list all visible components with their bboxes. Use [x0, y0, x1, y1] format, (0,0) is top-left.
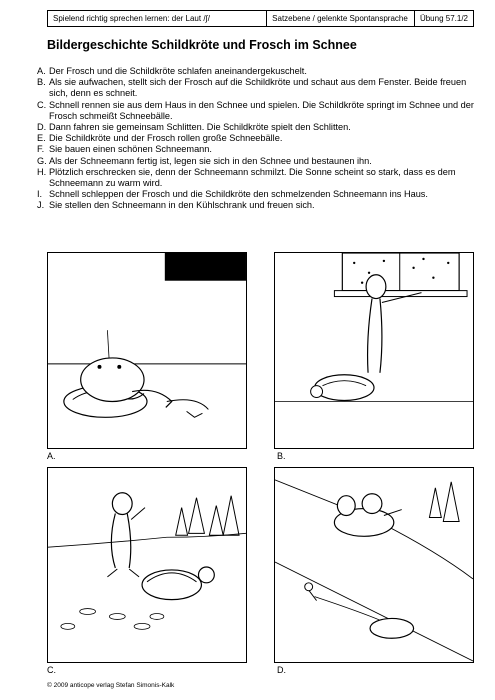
- list-item: [37, 144, 477, 155]
- sledding-frog-on-turtle-illustration: [275, 468, 473, 662]
- header-series-title: Spielend richtig sprechen lernen: der Laut /∫/: [48, 11, 267, 26]
- item-text: Dann fahren sie gemeinsam Schlitten. Die Schildkröte spielt den Schlitten.: [49, 122, 351, 133]
- item-letter: D.: [37, 122, 47, 133]
- item-letter: F.: [37, 144, 45, 155]
- item-text: Die Schildkröte und der Frosch rollen große Schneebälle.: [49, 133, 283, 144]
- list-item: [37, 66, 477, 77]
- story-sentence-list: [37, 66, 477, 212]
- item-letter: E.: [37, 133, 46, 144]
- list-item: [37, 200, 477, 211]
- illustration-panel-a: [47, 252, 247, 449]
- page-title: Bildergeschichte Schildkröte und Frosch im Schnee: [47, 38, 357, 52]
- item-text: Sie bauen einen schönen Schneemann.: [49, 144, 212, 155]
- illustration-panel-c: [47, 467, 247, 663]
- list-item: [37, 133, 477, 144]
- item-text: Sie stellen den Schneemann in den Kühlschrank und freuen sich.: [49, 200, 315, 211]
- list-item: [37, 100, 477, 122]
- item-letter: I.: [37, 189, 43, 200]
- panel-label-d: D.: [277, 665, 286, 675]
- list-item: [37, 167, 477, 189]
- item-letter: A.: [37, 66, 46, 76]
- sleeping-frog-and-turtle-illustration: [48, 253, 246, 448]
- panel-label-b: B.: [277, 451, 286, 461]
- header-level: Satzebene / gelenkte Spontansprache: [267, 11, 415, 26]
- item-text: Der Frosch und die Schildkröte schlafen aneinandergekuschelt.: [49, 66, 307, 76]
- item-letter: J.: [37, 200, 45, 211]
- item-text: Schnell schleppen der Frosch und die Schildkröte den schmelzenden Schneemann ins Haus.: [49, 189, 428, 200]
- item-letter: C.: [37, 99, 47, 110]
- item-letter: G.: [37, 155, 47, 166]
- item-text: Als sie aufwachen, stellt sich der Frosch auf die Schildkröte und schaut aus dem Fenster. Beide freuen sich, denn es schneit.: [49, 77, 467, 99]
- frog-and-turtle-in-snow-illustration: [48, 468, 246, 662]
- item-letter: H.: [37, 166, 47, 177]
- illustration-panel-b: [274, 252, 474, 449]
- illustration-panel-d: [274, 467, 474, 663]
- header-exercise-number: Übung 57.1/2: [419, 14, 468, 23]
- panel-label-a: A.: [47, 451, 56, 461]
- frog-on-turtle-at-window-illustration: [275, 253, 473, 448]
- item-text: Plötzlich erschrecken sie, denn der Schneemann schmilzt. Die Sonne scheint so stark, dass es dem Schneemann zu warm wird.: [49, 166, 456, 189]
- item-text: Schnell rennen sie aus dem Haus in den Schnee und spielen. Die Schildkröte springt im Schnee und der Frosch schmeißt Schneebälle.: [49, 99, 474, 121]
- header-bar: [47, 10, 474, 27]
- item-letter: B.: [37, 77, 46, 88]
- panel-label-c: C.: [47, 665, 56, 675]
- list-item: [37, 156, 477, 167]
- item-text: Als der Schneemann fertig ist, legen sie sich in den Schnee und bestaunen ihn.: [49, 155, 372, 166]
- list-item: [37, 189, 477, 200]
- list-item: [37, 122, 477, 133]
- list-item: [37, 77, 477, 99]
- copyright-footer: © 2009 anticope verlag Stefan Simonis-Kalk: [47, 682, 175, 689]
